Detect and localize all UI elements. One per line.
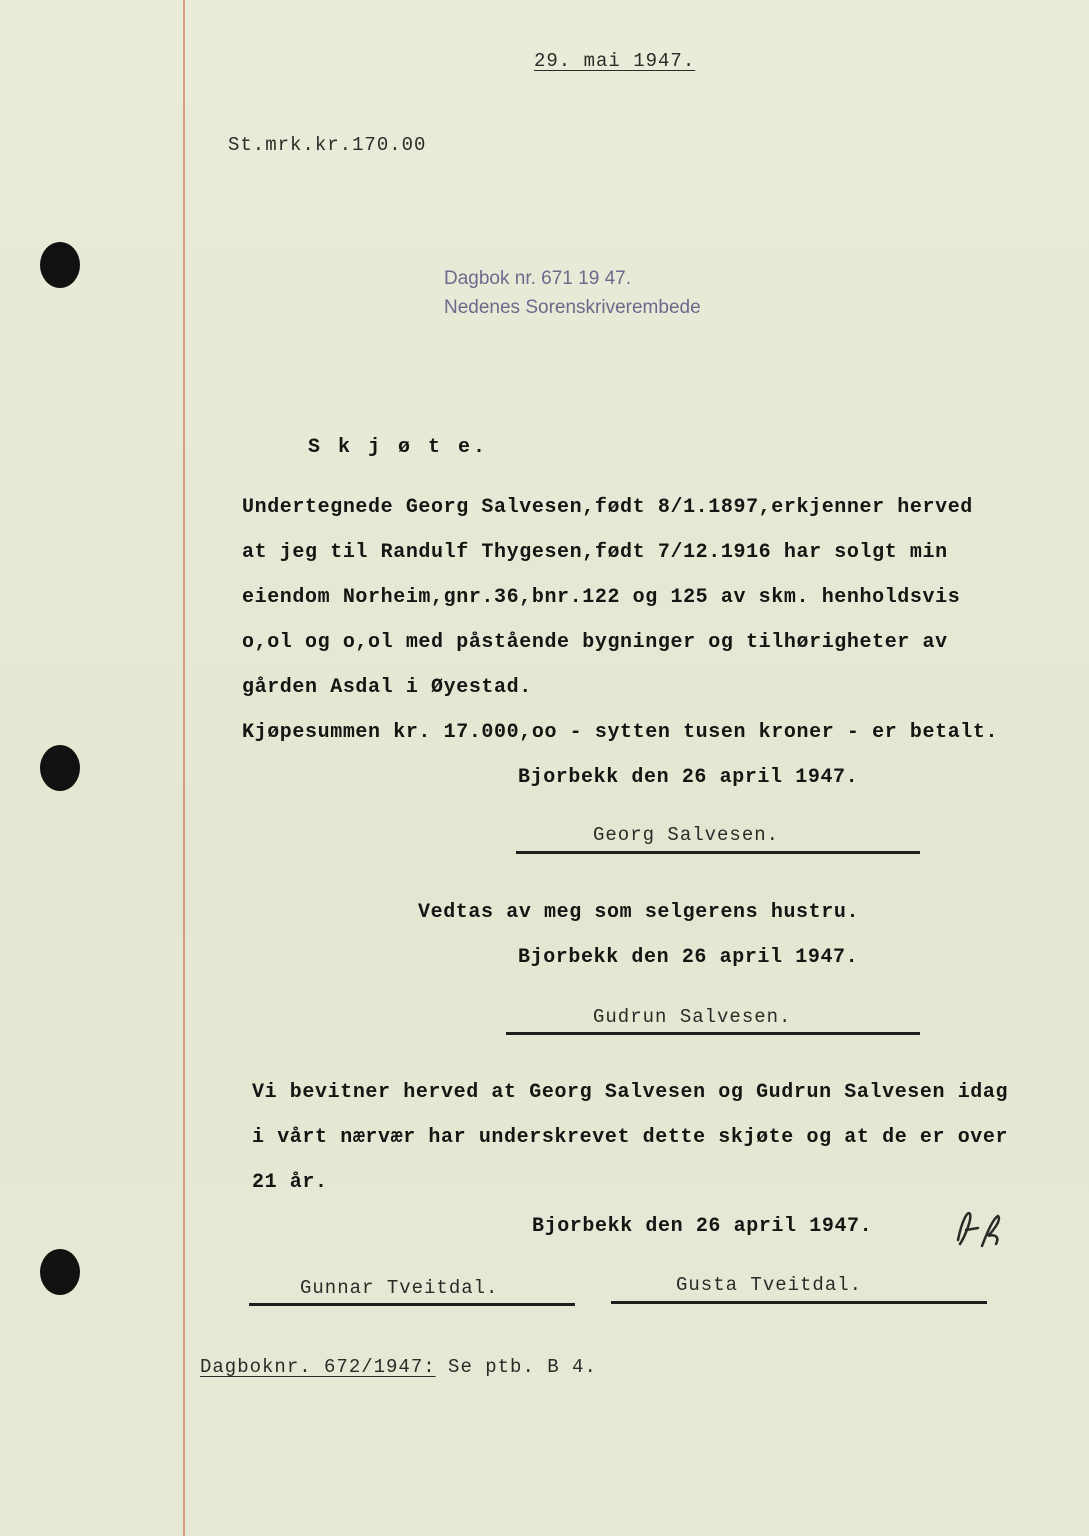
witness-line: Vi bevitner herved at Georg Salvesen og Gudrun Salvesen idag [252, 1081, 1009, 1104]
deed-title: S k j ø t e. [308, 436, 489, 459]
deed-line: Undertegnede Georg Salvesen,født 8/1.1897,erkjenner herved [242, 496, 973, 519]
place-date: Bjorbekk den 26 april 1947. [532, 1215, 873, 1238]
deed-line: at jeg til Randulf Thygesen,født 7/12.1916 har solgt min [242, 541, 948, 564]
punch-hole [40, 242, 80, 288]
margin-line [183, 0, 185, 1536]
signature-line [249, 1303, 575, 1306]
deed-line: eiendom Norheim,gnr.36,bnr.122 og 125 av skm. henholdsvis [242, 586, 961, 609]
registry-stamp-line-2: Nedenes Sorenskriverembede [444, 297, 701, 318]
registry-stamp-line-1: Dagbok nr. 671 19 47. [444, 268, 631, 289]
footer-reference [200, 1356, 597, 1378]
footer-reference-number: Dagboknr. 672/1947: [200, 1356, 436, 1378]
signature-line [506, 1032, 920, 1035]
punch-hole [40, 745, 80, 791]
witness-line: 21 år. [252, 1171, 328, 1194]
price-line: Kjøpesummen kr. 17.000,oo - sytten tusen kroner - er betalt. [242, 721, 999, 744]
seller-signature: Georg Salvesen. [593, 824, 780, 846]
handwritten-initials [948, 1200, 1008, 1260]
consent-line: Vedtas av meg som selgerens hustru. [418, 901, 860, 924]
witness-line: i vårt nærvær har underskrevet dette skjøte og at de er over [252, 1126, 1009, 1149]
document-date: 29. mai 1947. [534, 50, 696, 72]
punch-hole [40, 1249, 80, 1295]
place-date: Bjorbekk den 26 april 1947. [518, 946, 859, 969]
place-date: Bjorbekk den 26 april 1947. [518, 766, 859, 789]
witness-2-signature: Gusta Tveitdal. [676, 1274, 863, 1296]
deed-line: gården Asdal i Øyestad. [242, 676, 532, 699]
wife-signature: Gudrun Salvesen. [593, 1006, 792, 1028]
stamp-duty: St.mrk.kr.170.00 [228, 134, 427, 156]
signature-line [611, 1301, 987, 1304]
signature-line [516, 851, 920, 854]
footer-reference-note: Se ptb. B 4. [435, 1356, 597, 1378]
deed-line: o,ol og o,ol med påstående bygninger og tilhørigheter av [242, 631, 948, 654]
witness-1-signature: Gunnar Tveitdal. [300, 1277, 499, 1299]
